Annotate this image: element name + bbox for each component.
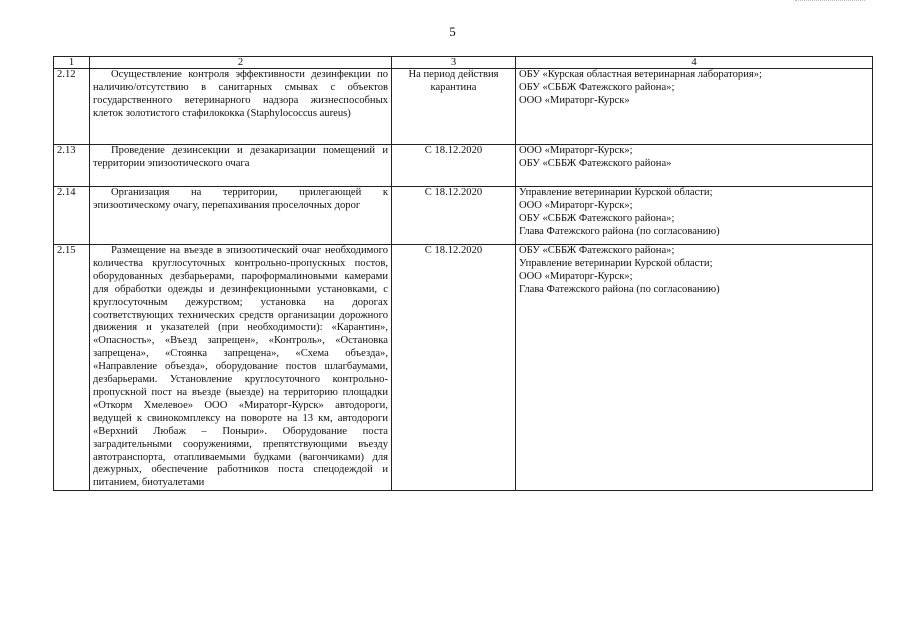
responsible-parties bbox=[516, 145, 873, 187]
page-number: 5 bbox=[449, 24, 456, 39]
responsible-entry: Глава Фатежского района (по согласованию) bbox=[519, 225, 720, 237]
column-header: 1 bbox=[54, 57, 90, 69]
responsible-entry: ОБУ «СББЖ Фатежского района»; bbox=[519, 212, 675, 224]
column-header: 3 bbox=[392, 57, 516, 69]
responsible-entry: ОБУ «СББЖ Фатежского района»; bbox=[519, 81, 675, 93]
measure-description: Проведение дезинсекции и дезакаризации помещений и территории эпизоотического очага bbox=[90, 145, 392, 187]
measure-term: С 18.12.2020 bbox=[392, 145, 516, 187]
row-number: 2.13 bbox=[54, 145, 90, 187]
responsible-entry: Управление ветеринарии Курской области; bbox=[519, 257, 713, 269]
measure-term: С 18.12.2020 bbox=[392, 245, 516, 491]
table-row bbox=[54, 69, 873, 145]
row-number: 2.12 bbox=[54, 69, 90, 145]
row-number: 2.15 bbox=[54, 245, 90, 491]
table-row bbox=[54, 145, 873, 187]
responsible-entry: Управление ветеринарии Курской области; bbox=[519, 187, 713, 198]
scan-corner-mark bbox=[795, 0, 865, 4]
responsible-entry: ОБУ «СББЖ Фатежского района» bbox=[519, 157, 672, 169]
responsible-parties bbox=[516, 245, 873, 491]
row-number: 2.14 bbox=[54, 187, 90, 245]
column-number-row bbox=[54, 57, 873, 69]
table-row bbox=[54, 187, 873, 245]
column-header: 4 bbox=[516, 57, 873, 69]
column-header: 2 bbox=[90, 57, 392, 69]
responsible-entry: Глава Фатежского района (по согласованию) bbox=[519, 283, 720, 295]
responsible-entry: ОБУ «СББЖ Фатежского района»; bbox=[519, 245, 675, 256]
responsible-entry: ООО «Мираторг-Курск» bbox=[519, 94, 630, 106]
measures-table bbox=[53, 56, 873, 491]
responsible-parties bbox=[516, 187, 873, 245]
responsible-entry: ООО «Мираторг-Курск»; bbox=[519, 199, 633, 211]
measure-description: Организация на территории, прилегающей к эпизоотическому очагу, перепахивания проселочных дорог bbox=[90, 187, 392, 245]
responsible-parties bbox=[516, 69, 873, 145]
responsible-entry: ООО «Мираторг-Курск»; bbox=[519, 270, 633, 282]
measure-description: Размещение на въезде в эпизоотический очаг необходимого количества круглосуточных контрольно-пропускных постов, оборудованных дезбарьерами, пароформалиновыми камерами для обработки одежды и дезинфекционными установками, с круглосуточным дежурством; установка на дорогах соответствующих технических средств организации дорожного движения и указателей (при необходимости): «Карантин», «Опасность», «Въезд запрещен», «Контроль», «Остановка запрещена», «Стоянка запрещена», «Схема объезда», «Направление объезда», оборудование постов шлагбаумами, дезбарьерами. Установление круглосуточного контрольно-пропускной пост на въезде (выезде) на территорию площадки «Откорм Хмелевое» ООО «Мираторг-Курск» автодороги, ведущей к свинокомплексу на повороте на 13 км, автодороги «Верхний Любаж – Поныри». Оборудование поста заградительными сооружениями, препятствующими въезду автотранспорта, отапливаемыми будками (вагончиками) для дежурных, обеспечение работников поста спецодеждой и питанием, биотуалетами bbox=[90, 245, 392, 491]
measure-term: С 18.12.2020 bbox=[392, 187, 516, 245]
responsible-entry: ООО «Мираторг-Курск»; bbox=[519, 145, 633, 156]
table-row bbox=[54, 245, 873, 491]
measure-term: На период действия карантина bbox=[392, 69, 516, 145]
responsible-entry: ОБУ «Курская областная ветеринарная лаборатория»; bbox=[519, 69, 762, 80]
measure-description: Осуществление контроля эффективности дезинфекции по наличию/отсутствию в санитарных смывах с объектов государственного ветеринарного надзора жизнеспособных клеток золотистого стафилококка (Staphylococcus aureus) bbox=[90, 69, 392, 145]
